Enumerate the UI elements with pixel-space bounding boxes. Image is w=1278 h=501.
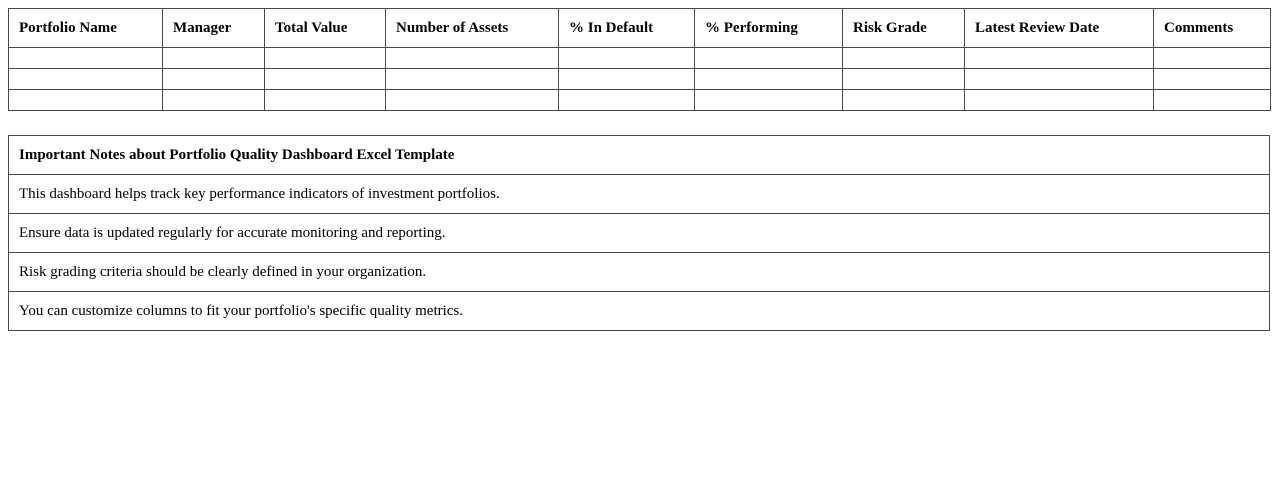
table-cell[interactable] [695,90,843,111]
table-cell[interactable] [9,69,163,90]
notes-title-row [9,136,1270,175]
note-item: Ensure data is updated regularly for accurate monitoring and reporting. [9,214,1270,253]
table-cell[interactable] [386,90,559,111]
column-header-percent-in-default: % In Default [559,9,695,48]
table-cell[interactable] [1154,90,1271,111]
note-item: Risk grading criteria should be clearly defined in your organization. [9,253,1270,292]
table-row [9,69,1271,90]
table-cell[interactable] [843,69,965,90]
table-cell[interactable] [386,48,559,69]
column-header-percent-performing: % Performing [695,9,843,48]
table-cell[interactable] [695,48,843,69]
column-header-total-value: Total Value [265,9,386,48]
table-cell[interactable] [965,90,1154,111]
table-cell[interactable] [265,48,386,69]
column-header-number-of-assets: Number of Assets [386,9,559,48]
table-cell[interactable] [559,48,695,69]
table-cell[interactable] [1154,48,1271,69]
table-cell[interactable] [163,69,265,90]
note-row [9,214,1270,253]
table-row [9,90,1271,111]
column-header-comments: Comments [1154,9,1271,48]
note-row [9,292,1270,331]
table-cell[interactable] [9,48,163,69]
table-cell[interactable] [965,48,1154,69]
note-row [9,175,1270,214]
table-cell[interactable] [695,69,843,90]
notes-title: Important Notes about Portfolio Quality Dashboard Excel Template [9,136,1270,175]
table-cell[interactable] [843,90,965,111]
column-header-portfolio-name: Portfolio Name [9,9,163,48]
table-cell[interactable] [1154,69,1271,90]
table-cell[interactable] [386,69,559,90]
table-cell[interactable] [163,48,265,69]
table-cell[interactable] [965,69,1154,90]
table-cell[interactable] [843,48,965,69]
notes-table [8,135,1270,331]
table-cell[interactable] [9,90,163,111]
table-cell[interactable] [265,90,386,111]
table-header-row [9,9,1271,48]
note-row [9,253,1270,292]
column-header-risk-grade: Risk Grade [843,9,965,48]
column-header-manager: Manager [163,9,265,48]
table-row [9,48,1271,69]
note-item: This dashboard helps track key performance indicators of investment portfolios. [9,175,1270,214]
table-cell[interactable] [163,90,265,111]
table-cell[interactable] [559,90,695,111]
table-cell[interactable] [559,69,695,90]
column-header-latest-review-date: Latest Review Date [965,9,1154,48]
note-item: You can customize columns to fit your portfolio's specific quality metrics. [9,292,1270,331]
portfolio-quality-table [8,8,1271,111]
table-cell[interactable] [265,69,386,90]
